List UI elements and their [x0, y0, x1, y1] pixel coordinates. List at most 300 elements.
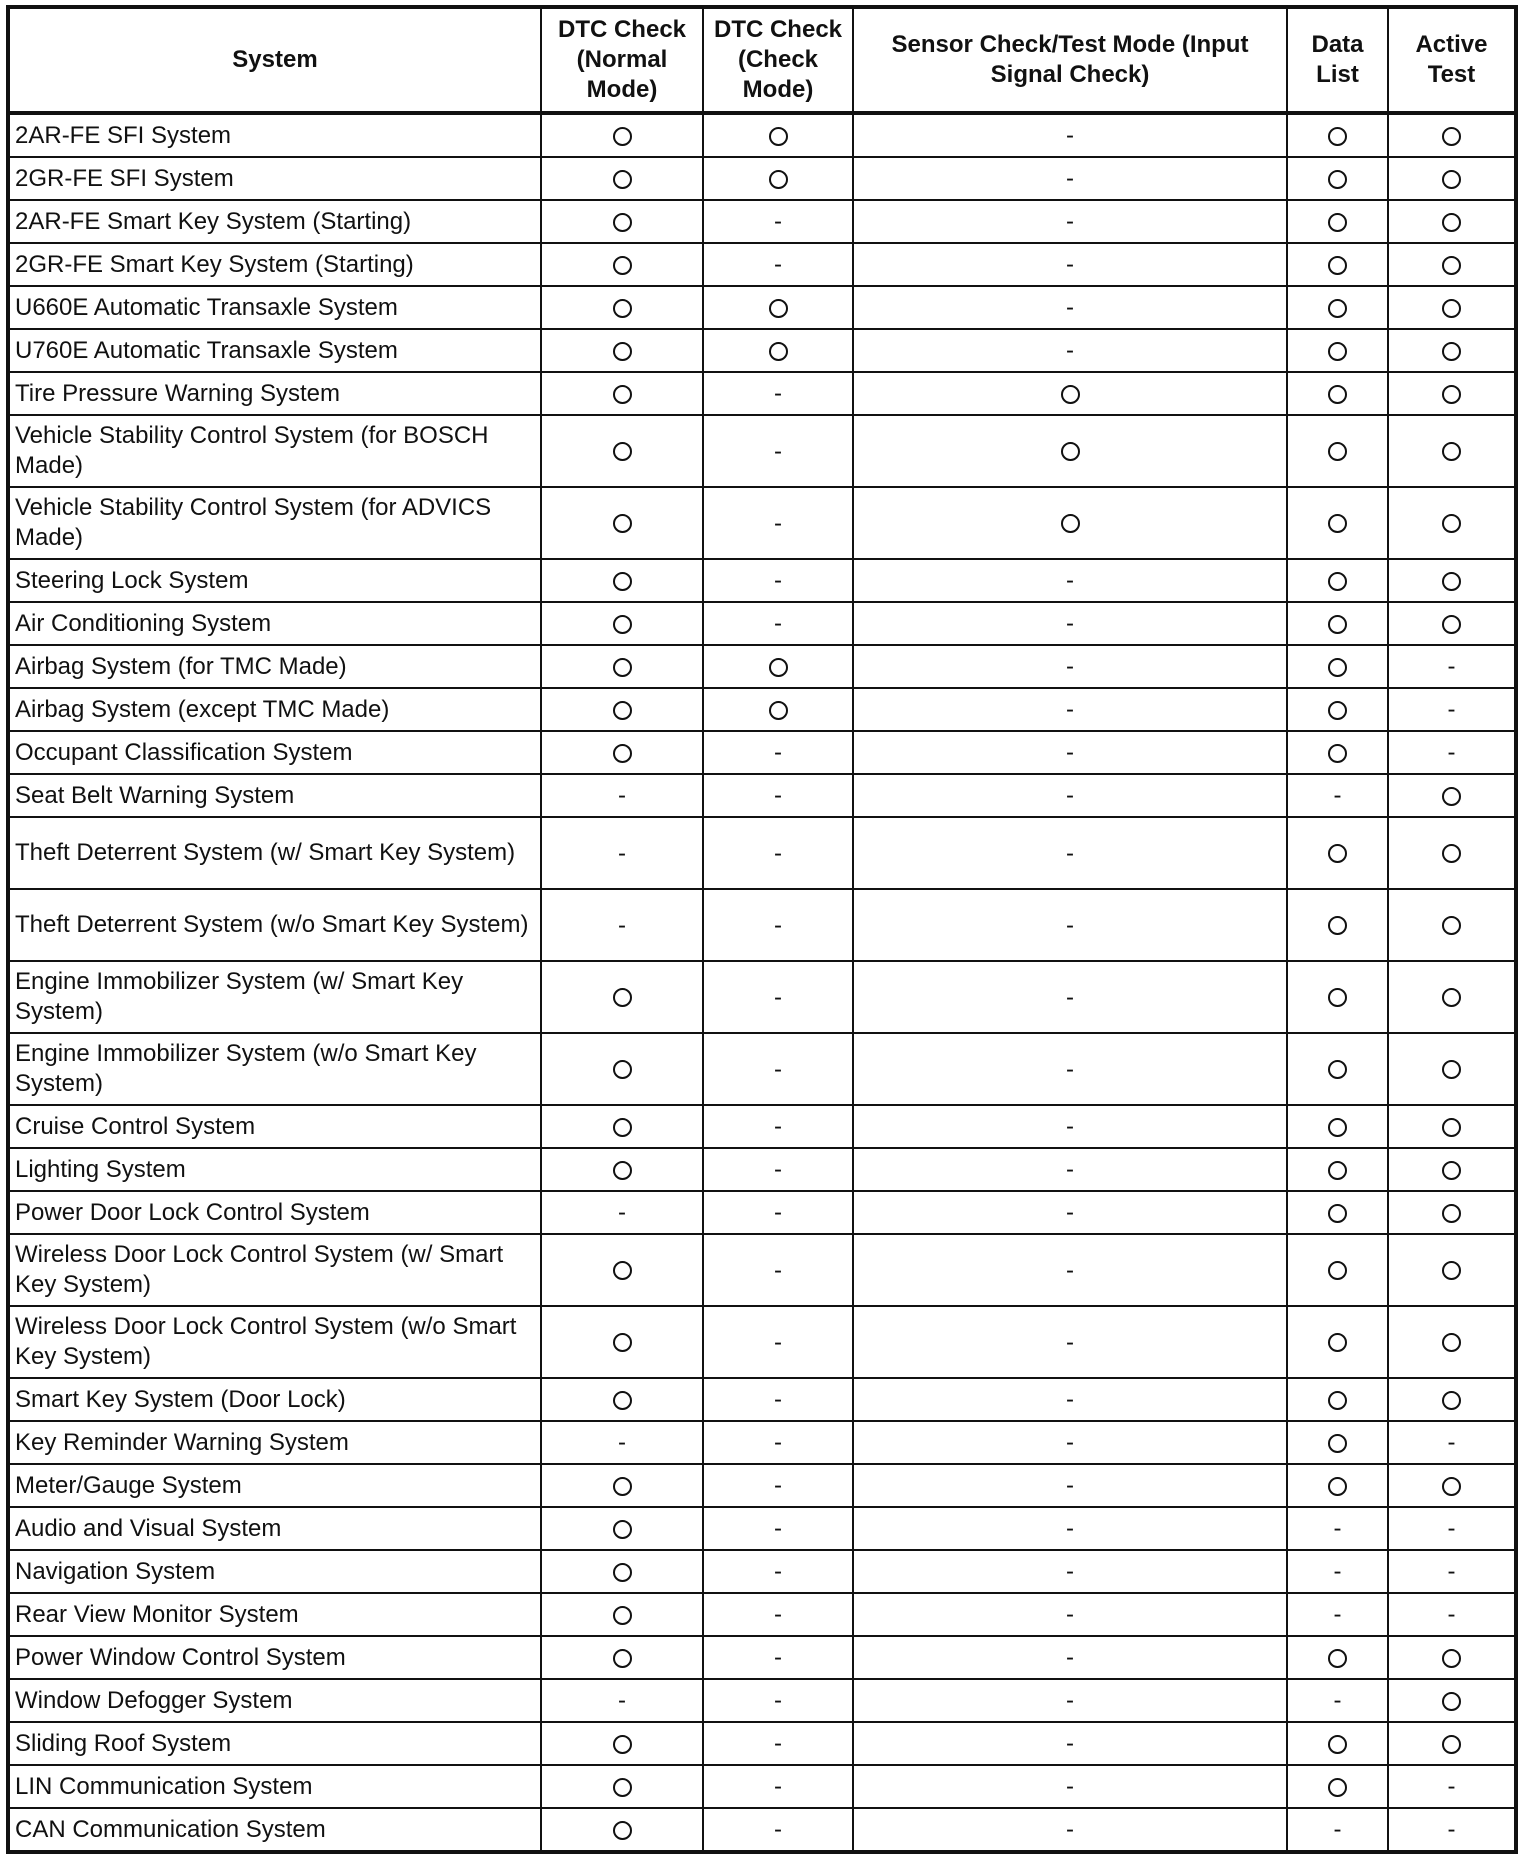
not-supported-dash: -: [774, 1429, 782, 1457]
not-supported-dash: -: [1066, 1055, 1074, 1083]
supported-circle-icon: [613, 988, 632, 1007]
system-name-cell: Smart Key System (Door Lock): [8, 1378, 541, 1421]
table-row: [8, 286, 1516, 329]
supported-circle-icon: [613, 572, 632, 591]
table-row: [8, 487, 1516, 559]
not-supported-dash: -: [1066, 1472, 1074, 1500]
not-supported-dash: -: [774, 1199, 782, 1227]
supported-circle-icon: [1328, 916, 1347, 935]
not-supported-dash: -: [1333, 1816, 1342, 1844]
cell-active-test: [1388, 1306, 1516, 1378]
cell-dtc-check: [703, 157, 853, 200]
cell-active-test: [1388, 1550, 1516, 1593]
supported-circle-icon: [1328, 514, 1347, 533]
not-supported-dash: -: [618, 782, 626, 810]
supported-circle-icon: [1442, 1735, 1461, 1754]
cell-dtc-check: [703, 200, 853, 243]
supported-circle-icon: [1442, 127, 1461, 146]
table-row: [8, 1722, 1516, 1765]
cell-sensor-check: [853, 1765, 1287, 1808]
table-row: [8, 200, 1516, 243]
supported-circle-icon: [613, 1735, 632, 1754]
cell-data-list: [1287, 1679, 1388, 1722]
not-supported-dash: -: [774, 1386, 782, 1414]
not-supported-dash: -: [774, 509, 782, 537]
supported-circle-icon: [1328, 213, 1347, 232]
cell-sensor-check: [853, 1636, 1287, 1679]
system-name-cell: Audio and Visual System: [8, 1507, 541, 1550]
not-supported-dash: -: [774, 839, 782, 867]
supported-circle-icon: [769, 170, 788, 189]
supported-circle-icon: [613, 1778, 632, 1797]
supported-circle-icon: [1442, 1060, 1461, 1079]
system-name-cell: U660E Automatic Transaxle System: [8, 286, 541, 329]
not-supported-dash: -: [1447, 653, 1456, 681]
supported-circle-icon: [613, 1261, 632, 1280]
not-supported-dash: -: [774, 1113, 782, 1141]
system-name-cell: 2GR-FE Smart Key System (Starting): [8, 243, 541, 286]
supported-circle-icon: [613, 299, 632, 318]
cell-dtc-normal: [541, 817, 703, 889]
cell-data-list: [1287, 1765, 1388, 1808]
cell-active-test: [1388, 559, 1516, 602]
cell-data-list: [1287, 1550, 1388, 1593]
cell-dtc-check: [703, 1464, 853, 1507]
cell-sensor-check: [853, 889, 1287, 961]
cell-dtc-check: [703, 1191, 853, 1234]
cell-active-test: [1388, 1191, 1516, 1234]
cell-sensor-check: [853, 645, 1287, 688]
supported-circle-icon: [1328, 1161, 1347, 1180]
not-supported-dash: -: [1066, 294, 1074, 322]
supported-circle-icon: [1442, 299, 1461, 318]
not-supported-dash: -: [1447, 1558, 1456, 1586]
cell-dtc-check: [703, 1507, 853, 1550]
not-supported-dash: -: [1066, 911, 1074, 939]
cell-dtc-normal: [541, 645, 703, 688]
supported-circle-icon: [1328, 1778, 1347, 1797]
cell-dtc-normal: [541, 200, 703, 243]
not-supported-dash: -: [774, 1515, 782, 1543]
cell-data-list: [1287, 1421, 1388, 1464]
not-supported-dash: -: [1447, 739, 1456, 767]
table-row: [8, 1306, 1516, 1378]
cell-dtc-normal: [541, 559, 703, 602]
supported-circle-icon: [1442, 213, 1461, 232]
cell-dtc-normal: [541, 1191, 703, 1234]
not-supported-dash: -: [1066, 1730, 1074, 1758]
table-row: [8, 961, 1516, 1033]
not-supported-dash: -: [1066, 1687, 1074, 1715]
supported-circle-icon: [1061, 442, 1080, 461]
header-data-list: Data List: [1287, 7, 1388, 113]
supported-circle-icon: [1328, 701, 1347, 720]
system-name-cell: Wireless Door Lock Control System (w/o Smart Key System): [8, 1306, 541, 1378]
cell-active-test: [1388, 645, 1516, 688]
cell-sensor-check: [853, 1306, 1287, 1378]
supported-circle-icon: [769, 299, 788, 318]
not-supported-dash: -: [1333, 1558, 1342, 1586]
system-name-cell: Vehicle Stability Control System (for BOSCH Made): [8, 415, 541, 487]
cell-dtc-normal: [541, 1765, 703, 1808]
not-supported-dash: -: [774, 1558, 782, 1586]
cell-data-list: [1287, 1105, 1388, 1148]
supported-circle-icon: [1442, 1261, 1461, 1280]
system-name-cell: Wireless Door Lock Control System (w/ Smart Key System): [8, 1234, 541, 1306]
cell-dtc-normal: [541, 286, 703, 329]
cell-data-list: [1287, 157, 1388, 200]
not-supported-dash: -: [774, 1644, 782, 1672]
system-name-cell: Tire Pressure Warning System: [8, 372, 541, 415]
supported-circle-icon: [613, 615, 632, 634]
cell-sensor-check: [853, 1033, 1287, 1105]
cell-sensor-check: [853, 1593, 1287, 1636]
cell-data-list: [1287, 200, 1388, 243]
system-name-cell: CAN Communication System: [8, 1808, 541, 1852]
supported-circle-icon: [613, 127, 632, 146]
cell-sensor-check: [853, 487, 1287, 559]
not-supported-dash: -: [1066, 1256, 1074, 1284]
system-name-cell: Seat Belt Warning System: [8, 774, 541, 817]
supported-circle-icon: [613, 1333, 632, 1352]
cell-dtc-check: [703, 817, 853, 889]
cell-dtc-check: [703, 415, 853, 487]
cell-dtc-normal: [541, 243, 703, 286]
cell-dtc-check: [703, 559, 853, 602]
cell-dtc-check: [703, 1765, 853, 1808]
supported-circle-icon: [613, 442, 632, 461]
not-supported-dash: -: [1066, 1199, 1074, 1227]
cell-active-test: [1388, 774, 1516, 817]
cell-data-list: [1287, 889, 1388, 961]
cell-active-test: [1388, 1033, 1516, 1105]
cell-dtc-check: [703, 1722, 853, 1765]
supported-circle-icon: [1328, 442, 1347, 461]
table-row: [8, 1593, 1516, 1636]
not-supported-dash: -: [618, 1429, 626, 1457]
cell-data-list: [1287, 1378, 1388, 1421]
system-name-cell: Vehicle Stability Control System (for ADVICS Made): [8, 487, 541, 559]
cell-sensor-check: [853, 1378, 1287, 1421]
supported-circle-icon: [613, 1606, 632, 1625]
not-supported-dash: -: [1066, 739, 1074, 767]
not-supported-dash: -: [1066, 1328, 1074, 1356]
table-row: [8, 645, 1516, 688]
cell-sensor-check: [853, 1105, 1287, 1148]
cell-active-test: [1388, 1464, 1516, 1507]
cell-active-test: [1388, 1105, 1516, 1148]
cell-dtc-normal: [541, 889, 703, 961]
cell-dtc-check: [703, 243, 853, 286]
cell-dtc-normal: [541, 1306, 703, 1378]
supported-circle-icon: [1328, 744, 1347, 763]
table-row: [8, 688, 1516, 731]
supported-circle-icon: [613, 342, 632, 361]
cell-dtc-normal: [541, 1148, 703, 1191]
cell-dtc-check: [703, 1105, 853, 1148]
not-supported-dash: -: [774, 782, 782, 810]
not-supported-dash: -: [1066, 208, 1074, 236]
cell-dtc-normal: [541, 1808, 703, 1852]
cell-active-test: [1388, 731, 1516, 774]
cell-dtc-normal: [541, 415, 703, 487]
cell-data-list: [1287, 1593, 1388, 1636]
not-supported-dash: -: [774, 1256, 782, 1284]
cell-data-list: [1287, 1507, 1388, 1550]
cell-active-test: [1388, 1808, 1516, 1852]
supported-circle-icon: [1442, 1333, 1461, 1352]
cell-active-test: [1388, 1593, 1516, 1636]
not-supported-dash: -: [1066, 983, 1074, 1011]
not-supported-dash: -: [1066, 567, 1074, 595]
cell-dtc-check: [703, 113, 853, 157]
cell-data-list: [1287, 286, 1388, 329]
system-name-cell: Power Door Lock Control System: [8, 1191, 541, 1234]
not-supported-dash: -: [618, 1199, 626, 1227]
cell-dtc-normal: [541, 1421, 703, 1464]
supported-circle-icon: [1328, 127, 1347, 146]
supported-circle-icon: [1061, 385, 1080, 404]
supported-circle-icon: [613, 385, 632, 404]
not-supported-dash: -: [774, 983, 782, 1011]
cell-sensor-check: [853, 731, 1287, 774]
cell-dtc-normal: [541, 688, 703, 731]
cell-active-test: [1388, 1507, 1516, 1550]
system-name-cell: Engine Immobilizer System (w/o Smart Key System): [8, 1033, 541, 1105]
system-name-cell: Steering Lock System: [8, 559, 541, 602]
cell-dtc-normal: [541, 329, 703, 372]
cell-dtc-check: [703, 487, 853, 559]
not-supported-dash: -: [774, 380, 782, 408]
cell-dtc-check: [703, 731, 853, 774]
supported-circle-icon: [613, 213, 632, 232]
cell-active-test: [1388, 157, 1516, 200]
system-name-cell: Theft Deterrent System (w/o Smart Key System): [8, 889, 541, 961]
supported-circle-icon: [1442, 442, 1461, 461]
table-row: [8, 113, 1516, 157]
supported-circle-icon: [613, 1161, 632, 1180]
table-row: [8, 817, 1516, 889]
not-supported-dash: -: [774, 911, 782, 939]
cell-dtc-normal: [541, 961, 703, 1033]
cell-data-list: [1287, 817, 1388, 889]
system-name-cell: Air Conditioning System: [8, 602, 541, 645]
cell-data-list: [1287, 645, 1388, 688]
not-supported-dash: -: [774, 1687, 782, 1715]
system-name-cell: Rear View Monitor System: [8, 1593, 541, 1636]
cell-active-test: [1388, 1636, 1516, 1679]
system-name-cell: Window Defogger System: [8, 1679, 541, 1722]
table-row: [8, 602, 1516, 645]
supported-circle-icon: [1442, 572, 1461, 591]
supported-circle-icon: [1442, 170, 1461, 189]
supported-circle-icon: [613, 1477, 632, 1496]
not-supported-dash: -: [774, 1156, 782, 1184]
not-supported-dash: -: [1066, 1429, 1074, 1457]
not-supported-dash: -: [774, 567, 782, 595]
table-row: [8, 731, 1516, 774]
cell-dtc-check: [703, 1033, 853, 1105]
cell-dtc-check: [703, 602, 853, 645]
cell-active-test: [1388, 889, 1516, 961]
cell-data-list: [1287, 1234, 1388, 1306]
cell-data-list: [1287, 1191, 1388, 1234]
supported-circle-icon: [613, 514, 632, 533]
not-supported-dash: -: [774, 437, 782, 465]
table-row: [8, 1550, 1516, 1593]
cell-data-list: [1287, 559, 1388, 602]
supported-circle-icon: [1442, 256, 1461, 275]
cell-data-list: [1287, 113, 1388, 157]
supported-circle-icon: [613, 744, 632, 763]
not-supported-dash: -: [1066, 1644, 1074, 1672]
system-name-cell: Navigation System: [8, 1550, 541, 1593]
table-row: [8, 1421, 1516, 1464]
not-supported-dash: -: [1066, 782, 1074, 810]
supported-circle-icon: [1442, 1118, 1461, 1137]
table-row: [8, 1464, 1516, 1507]
supported-circle-icon: [1328, 1060, 1347, 1079]
cell-sensor-check: [853, 817, 1287, 889]
not-supported-dash: -: [1333, 1601, 1342, 1629]
supported-circle-icon: [613, 1821, 632, 1840]
cell-active-test: [1388, 286, 1516, 329]
cell-data-list: [1287, 1033, 1388, 1105]
table-row: [8, 243, 1516, 286]
cell-dtc-check: [703, 1636, 853, 1679]
cell-sensor-check: [853, 329, 1287, 372]
cell-dtc-check: [703, 1808, 853, 1852]
cell-dtc-check: [703, 774, 853, 817]
cell-active-test: [1388, 1722, 1516, 1765]
cell-sensor-check: [853, 372, 1287, 415]
header-sensor-check: Sensor Check/Test Mode (Input Signal Check): [853, 7, 1287, 113]
not-supported-dash: -: [1447, 696, 1456, 724]
not-supported-dash: -: [1066, 1773, 1074, 1801]
supported-circle-icon: [1328, 1391, 1347, 1410]
cell-dtc-normal: [541, 1033, 703, 1105]
supported-circle-icon: [1328, 658, 1347, 677]
not-supported-dash: -: [1066, 1515, 1074, 1543]
supported-circle-icon: [1442, 615, 1461, 634]
supported-circle-icon: [1442, 1692, 1461, 1711]
supported-circle-icon: [1328, 299, 1347, 318]
function-support-table: [6, 5, 1518, 1854]
supported-circle-icon: [1328, 1649, 1347, 1668]
supported-circle-icon: [613, 256, 632, 275]
cell-dtc-normal: [541, 1593, 703, 1636]
table-row: [8, 1105, 1516, 1148]
not-supported-dash: -: [774, 1816, 782, 1844]
not-supported-dash: -: [1447, 1429, 1456, 1457]
supported-circle-icon: [613, 1118, 632, 1137]
header-dtc-normal: DTC Check (Normal Mode): [541, 7, 703, 113]
table-row: [8, 1191, 1516, 1234]
cell-dtc-check: [703, 1378, 853, 1421]
not-supported-dash: -: [618, 839, 626, 867]
cell-dtc-normal: [541, 487, 703, 559]
table-row: [8, 415, 1516, 487]
cell-sensor-check: [853, 1808, 1287, 1852]
supported-circle-icon: [1328, 1477, 1347, 1496]
supported-circle-icon: [769, 342, 788, 361]
cell-active-test: [1388, 1234, 1516, 1306]
cell-dtc-check: [703, 286, 853, 329]
supported-circle-icon: [1442, 342, 1461, 361]
header-active-test: Active Test: [1388, 7, 1516, 113]
supported-circle-icon: [1328, 1434, 1347, 1453]
cell-dtc-check: [703, 961, 853, 1033]
system-name-cell: LIN Communication System: [8, 1765, 541, 1808]
not-supported-dash: -: [1447, 1515, 1456, 1543]
table-row: [8, 774, 1516, 817]
not-supported-dash: -: [1333, 782, 1342, 810]
cell-active-test: [1388, 487, 1516, 559]
not-supported-dash: -: [1066, 251, 1074, 279]
cell-dtc-check: [703, 1148, 853, 1191]
cell-dtc-normal: [541, 1378, 703, 1421]
table-row: [8, 1378, 1516, 1421]
cell-data-list: [1287, 1636, 1388, 1679]
supported-circle-icon: [1328, 170, 1347, 189]
cell-data-list: [1287, 1306, 1388, 1378]
supported-circle-icon: [1442, 1391, 1461, 1410]
cell-sensor-check: [853, 961, 1287, 1033]
cell-dtc-normal: [541, 113, 703, 157]
table-row: [8, 1234, 1516, 1306]
not-supported-dash: -: [1066, 653, 1074, 681]
cell-active-test: [1388, 243, 1516, 286]
cell-sensor-check: [853, 1234, 1287, 1306]
supported-circle-icon: [1442, 1161, 1461, 1180]
cell-active-test: [1388, 113, 1516, 157]
not-supported-dash: -: [774, 1328, 782, 1356]
system-name-cell: Meter/Gauge System: [8, 1464, 541, 1507]
not-supported-dash: -: [774, 251, 782, 279]
cell-active-test: [1388, 602, 1516, 645]
cell-dtc-check: [703, 1679, 853, 1722]
cell-dtc-normal: [541, 1234, 703, 1306]
cell-active-test: [1388, 200, 1516, 243]
supported-circle-icon: [1442, 385, 1461, 404]
cell-data-list: [1287, 1808, 1388, 1852]
table-header: [8, 7, 1516, 113]
supported-circle-icon: [613, 1060, 632, 1079]
supported-circle-icon: [1328, 1261, 1347, 1280]
not-supported-dash: -: [1066, 1386, 1074, 1414]
cell-sensor-check: [853, 1507, 1287, 1550]
system-name-cell: Airbag System (for TMC Made): [8, 645, 541, 688]
cell-dtc-check: [703, 1421, 853, 1464]
cell-data-list: [1287, 774, 1388, 817]
cell-sensor-check: [853, 415, 1287, 487]
supported-circle-icon: [1328, 342, 1347, 361]
cell-data-list: [1287, 602, 1388, 645]
system-name-cell: Sliding Roof System: [8, 1722, 541, 1765]
cell-data-list: [1287, 731, 1388, 774]
cell-sensor-check: [853, 559, 1287, 602]
not-supported-dash: -: [1066, 1558, 1074, 1586]
cell-active-test: [1388, 961, 1516, 1033]
cell-active-test: [1388, 1148, 1516, 1191]
not-supported-dash: -: [774, 1773, 782, 1801]
cell-dtc-normal: [541, 1464, 703, 1507]
header-row: [8, 7, 1516, 113]
not-supported-dash: -: [774, 610, 782, 638]
supported-circle-icon: [613, 1649, 632, 1668]
system-name-cell: Occupant Classification System: [8, 731, 541, 774]
supported-circle-icon: [1328, 615, 1347, 634]
